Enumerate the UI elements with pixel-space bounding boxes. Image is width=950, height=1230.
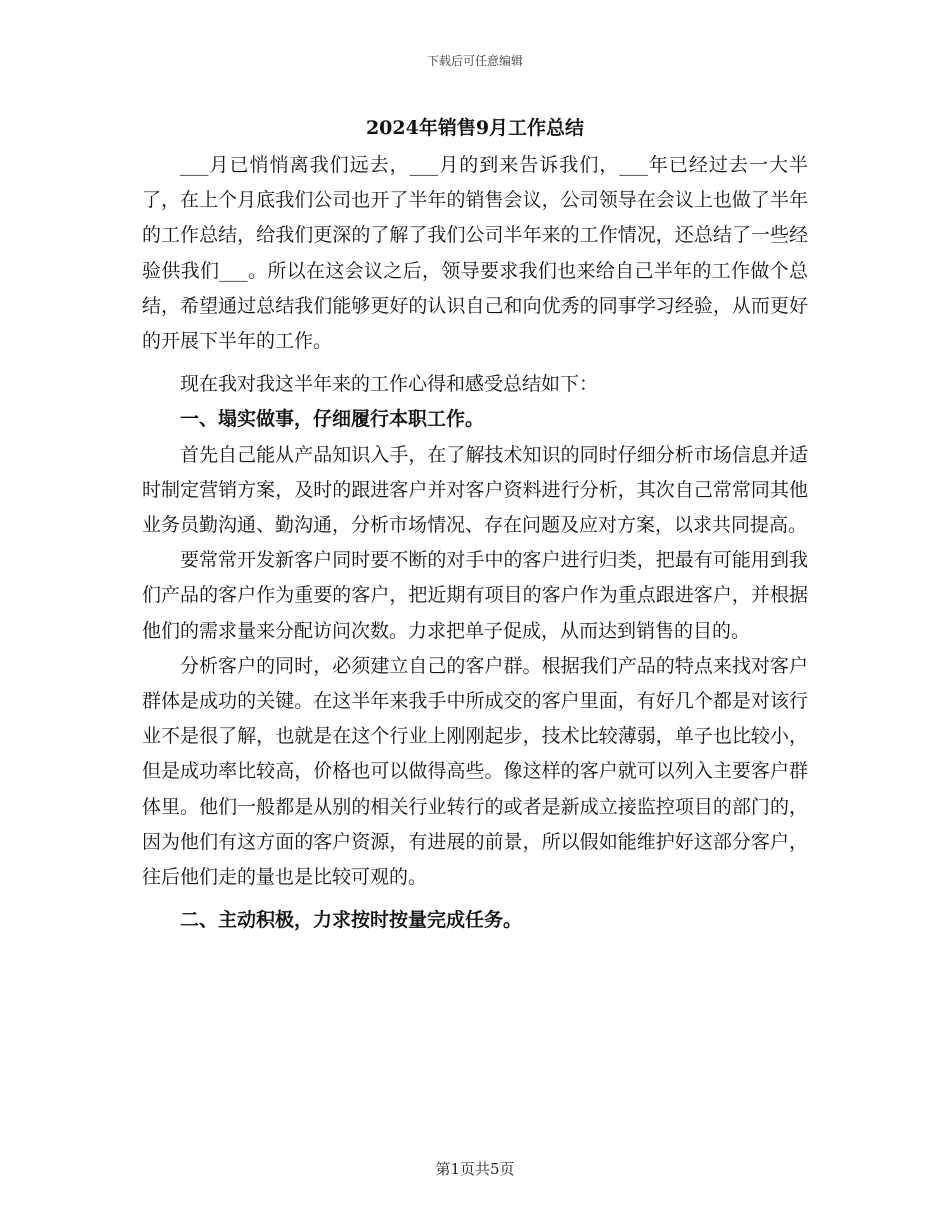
paragraph-customer-groups: 分析客户的同时，必须建立自己的客户群。根据我们产品的特点来找对客户群体是成功的关键。在这半年来我手中所成交的客户里面，有好几个都是对该行业不是很了解，也就是在这个行业上刚刚起步，技术比较薄弱，单子也比较小，但是成功率比较高，价格也可以做得高些。像这样的客户就可以列入主要客户群体里。他们一般都是从别的相关行业转行的或者是新成立接监控项目的部门的，因为他们有这方面的客户资源，有进展的前景，所以假如能维护好这部分客户，往后他们走的量也是比较可观的。: [142, 654, 808, 889]
document-body: [142, 112, 808, 938]
paragraph-product-knowledge: 首先自己能从产品知识入手，在了解技术知识的同时仔细分析市场信息并适时制定营销方案，及时的跟进客户并对客户资料进行分析，其次自己常常同其他业务员勤沟通、勤沟通，分析市场情况、存在问题及应对方案，以求共同提高。: [142, 443, 808, 537]
paragraph-new-customers: 要常常开发新客户同时要不断的对手中的客户进行归类，把最有可能用到我们产品的客户作为重要的客户，把近期有项目的客户作为重点跟进客户，并根据他们的需求量来分配访问次数。力求把单子促成，从而达到销售的目的。: [142, 549, 808, 642]
document-title: 2024年销售9月工作总结: [365, 117, 585, 139]
header-note: 下载后可任意编辑: [426, 54, 523, 68]
paragraph-intro: ___月已悄悄离我们远去，___月的到来告诉我们，___年已经过去一大半了，在上个月底我们公司也开了半年的销售会议，公司领导在会议上也做了半年的工作总结，给我们更深的了解了我们公司半年来的工作情况，还总结了一些经验供我们___。所以在这会议之后，领导要求我们也来给自己半年的工作做个总结，希望通过总结我们能够更好的认识自己和向优秀的同事学习经验，从而更好的开展下半年的工作。: [142, 154, 808, 353]
section-heading-1: 一、塌实做事，仔细履行本职工作。: [180, 408, 485, 431]
page-number: 第1页共5页: [435, 1160, 515, 1178]
paragraph-summary-lead: 现在我对我这半年来的工作心得和感受总结如下：: [180, 373, 599, 396]
section-heading-2: 二、主动积极，力求按时按量完成任务。: [180, 909, 523, 932]
